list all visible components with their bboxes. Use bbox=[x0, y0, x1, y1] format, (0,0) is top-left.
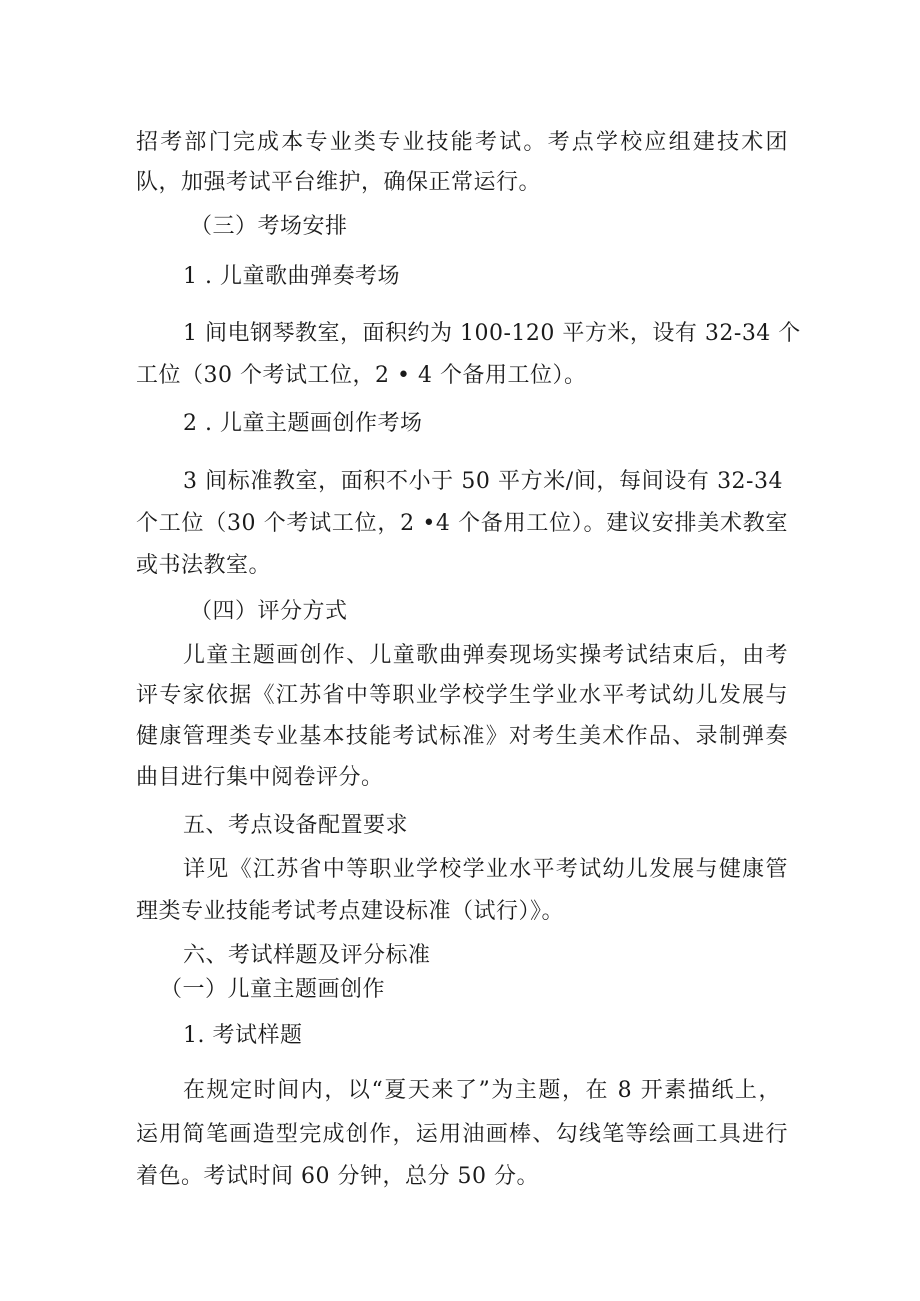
section-heading: 六、考试样题及评分标准 bbox=[183, 943, 431, 968]
section-heading: （一）儿童主题画创作 bbox=[160, 977, 386, 1002]
subsection-heading: 1 . 儿童歌曲弹奏考场 bbox=[183, 264, 400, 289]
paragraph-line: 详见《江苏省中等职业学校学业水平考试幼儿发展与健康管 bbox=[183, 857, 788, 882]
section-heading: （四）评分方式 bbox=[190, 599, 348, 624]
section-heading: （三）考场安排 bbox=[190, 214, 348, 239]
paragraph-line: 运用简笔画造型完成创作，运用油画棒、勾线笔等绘画工具进行 bbox=[136, 1122, 788, 1147]
paragraph-line: 儿童主题画创作、儿童歌曲弹奏现场实操考试结束后，由考 bbox=[183, 643, 788, 668]
paragraph-line: 评专家依据《江苏省中等职业学校学生学业水平考试幼儿发展与 bbox=[136, 683, 788, 708]
paragraph-line: 曲目进行集中阅卷评分。 bbox=[136, 765, 384, 790]
paragraph-line: 队，加强考试平台维护，确保正常运行。 bbox=[136, 170, 542, 195]
section-heading: 五、考点设备配置要求 bbox=[183, 813, 409, 838]
paragraph-line: 3 间标准教室，面积不小于 50 平方米/间，每间设有 32-34 bbox=[183, 469, 783, 494]
subsection-heading: 1. 考试样题 bbox=[183, 1023, 303, 1048]
subsection-heading: 2 . 儿童主题画创作考场 bbox=[183, 411, 423, 436]
paragraph-line: 1 间电钢琴教室，面积约为 100-120 平方米，设有 32-34 个 bbox=[183, 321, 801, 346]
paragraph-line: 着色。考试时间 60 分钟，总分 50 分。 bbox=[136, 1164, 539, 1189]
paragraph-line: 在规定时间内，以“夏天来了”为主题，在 8 开素描纸上， bbox=[183, 1078, 781, 1103]
paragraph-line: 招考部门完成本专业类专业技能考试。考点学校应组建技术团 bbox=[136, 130, 788, 155]
paragraph-line: 理类专业技能考试考点建设标准（试行）》。 bbox=[136, 899, 565, 924]
paragraph-line: 工位（30 个考试工位，2 • 4 个备用工位）。 bbox=[136, 363, 587, 388]
paragraph-line: 或书法教室。 bbox=[136, 553, 272, 578]
paragraph-line: 个工位（30 个考试工位，2 •4 个备用工位）。建议安排美术教室 bbox=[136, 511, 788, 536]
paragraph-line: 健康管理类专业基本技能考试标准》对考生美术作品、录制弹奏 bbox=[136, 724, 788, 749]
